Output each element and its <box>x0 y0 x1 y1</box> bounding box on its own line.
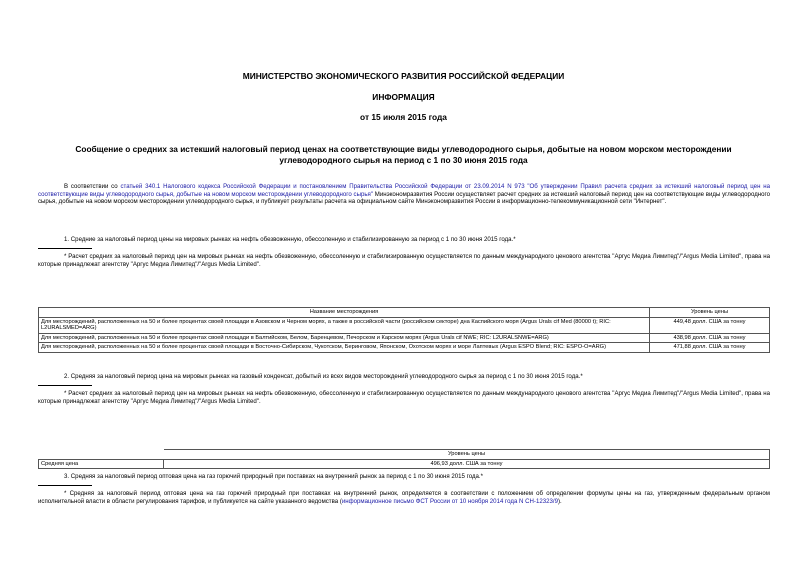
price-cell: 438,98 долл. США за тонну <box>650 333 770 343</box>
column-header-field-name: Название месторождения <box>39 308 650 318</box>
table-row <box>39 333 770 343</box>
field-name-cell: Для месторождений, расположенных на 50 и более процентах своей площади в Восточно-Сибирском, Чукотском, Беринговом, Японском, Охотском морях и море Лаптевых (Argus ESPO Blend; RIC: ESPO-O=ARG) <box>39 343 650 353</box>
title-line-2: углеводородного сырья на период с 1 по 30 июня 2015 года <box>279 154 528 165</box>
intro-paragraph <box>38 183 770 206</box>
price-cell: 496,93 долл. США за тонну <box>164 459 770 469</box>
table-row <box>39 317 770 333</box>
table-row <box>39 459 770 469</box>
date-heading: от 15 июля 2015 года <box>360 112 447 122</box>
section-3-note-text: * Средняя за налоговый период оптовая цена на газ горючий природный при поставках на внутренний рынок, определяется в соответствии с положением об определении формулы цены на газ, утвержденным федеральным органом исполнительной власти в области регулирования тарифов, и публикуется на сайте указанного ведомства ( <box>38 490 770 505</box>
section-2-heading: 2. Средняя за налоговый период цена на мировых рынках на газовый конденсат, добытый из всех видов месторождений углеводородного сырья за период с 1 по 30 июня 2015 года.* <box>64 373 583 380</box>
ministry-heading: МИНИСТЕРСТВО ЭКОНОМИЧЕСКОГО РАЗВИТИЯ РОССИЙСКОЙ ФЕДЕРАЦИИ <box>242 71 565 81</box>
table-header-row <box>39 450 770 460</box>
intro-text-end: Минэкономразвития России осуществляет расчет средних за истекший налоговый период цен на соответствующие виды углеводородного сырья, добытые на новом морском месторождении углеводородного сырья, и публикует результаты расчета на официальном сайте Минэкономразвития России в информационно-телекоммуникационной сети "Интернет". <box>38 190 770 206</box>
section-2-footnote: * Расчет средних за налоговый период цен на мировых рынках на нефть обезвоженную, обессоленную и стабилизированную осуществляется по данным международного ценового агентства "Аргус Медиа Лимитед"/"Argus Media Limited", права на которые принадлежат агентству "Аргус Медиа Лимитед"/"Argus Media Limited". <box>38 390 770 405</box>
footnote-separator <box>38 248 92 249</box>
field-name-cell: Для месторождений, расположенных на 50 и более процентах своей площади в Азовском и Черном морях, а также в российской части (российском секторе) дна Каспийского моря (Argus Urals cif Med (80000 t); RIC: L2URALSMED=ARG) <box>39 317 650 333</box>
doc-type-heading: ИНФОРМАЦИЯ <box>372 92 435 102</box>
intro-text-start: В соответствии со <box>64 183 121 190</box>
column-header-price: Уровень цены <box>164 450 770 460</box>
field-name-cell: Для месторождений, расположенных на 50 и более процентах своей площади в Балтийском, Белом, Баренцевом, Печорском и Карском морях (Argus Urals cif NWE; RIC: L2URALSNWE=ARG) <box>39 333 650 343</box>
section-3-footnote <box>38 490 770 505</box>
fst-letter-link[interactable]: информационное письмо ФСТ России от 10 ноября 2014 года N СН-12323/9 <box>341 497 558 505</box>
condensate-price-table <box>38 449 770 469</box>
table-row <box>39 343 770 353</box>
section-3-heading: 3. Средняя за налоговый период оптовая цена на газ горючий природный при поставках на внутренний рынок за период с 1 по 30 июня 2015 года.* <box>64 473 483 480</box>
oil-price-table <box>38 307 770 353</box>
table-header-row <box>39 308 770 318</box>
row-label-cell: Средняя цена <box>39 459 164 469</box>
title-line-1: Сообщение о средних за истекший налоговый период ценах на соответствующие виды углеводородного сырья, добытые на новом морском месторождении <box>75 144 732 154</box>
price-cell: 471,88 долл. США за тонну <box>650 343 770 353</box>
footnote-separator <box>38 485 92 486</box>
price-cell: 449,48 долл. США за тонну <box>650 317 770 333</box>
legal-reference-link[interactable]: статьей 340.1 Налогового кодекса Российской Федерации и постановлением Правительства Российской Федерации от 23.09.2014 N 973 "Об утверждении Правил расчета средних за истекший налоговый период цен на соответствующие виды углеводородного сырья, добытые на новом морском месторождении углеводородного сырья" <box>38 183 770 198</box>
document-title <box>40 144 767 165</box>
section-3-note-end: ). <box>557 497 562 505</box>
empty-header-cell <box>39 450 164 460</box>
section-1-footnote: * Расчет средних за налоговый период цен на мировых рынках на нефть обезвоженную, обессоленную и стабилизированную осуществляется по данным международного ценового агентства "Аргус Медиа Лимитед"/"Argus Media Limited", права на которые принадлежат агентству "Аргус Медиа Лимитед"/"Argus Media Limited". <box>38 253 770 268</box>
section-1-heading: 1. Средние за налоговый период цены на мировых рынках на нефть обезвоженную, обессоленную и стабилизированную за период с 1 по 30 июня 2015 года.* <box>64 236 516 243</box>
footnote-separator <box>38 385 92 386</box>
column-header-price: Уровень цены <box>650 308 770 318</box>
